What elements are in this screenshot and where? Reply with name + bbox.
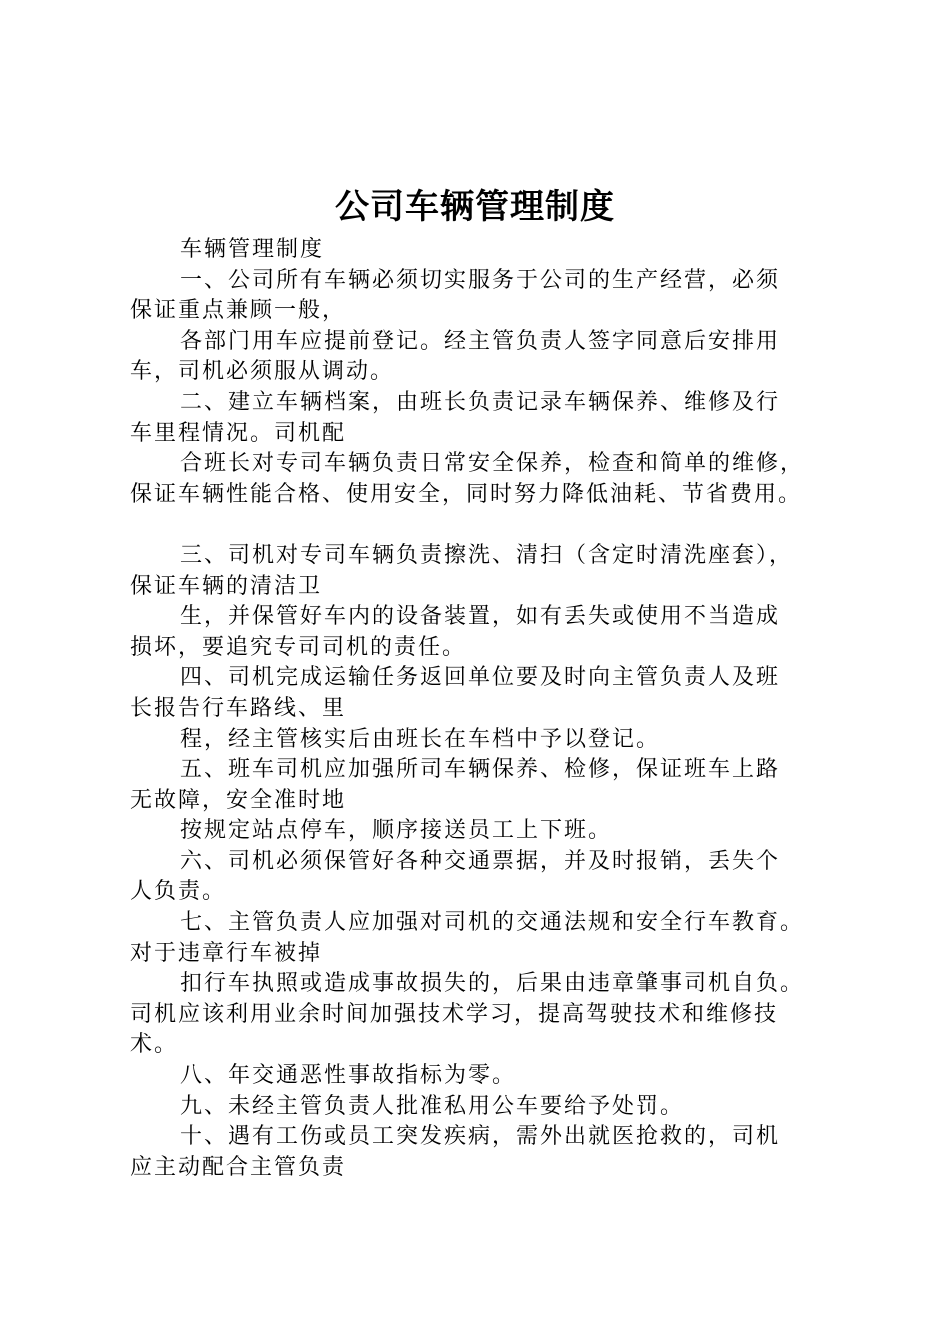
document-title: 公司车辆管理制度 bbox=[335, 187, 615, 227]
document-body bbox=[130, 235, 850, 1183]
body-line: 五、班车司机应加强所司车辆保养、检修，保证班车上路 bbox=[180, 757, 781, 783]
body-line: 无故障，安全准时地 bbox=[130, 787, 347, 813]
body-line: 四、司机完成运输任务返回单位要及时向主管负责人及班 bbox=[180, 665, 781, 691]
body-line: 程，经主管核实后由班长在车档中予以登记。 bbox=[180, 726, 661, 752]
body-line: 长报告行车路线、里 bbox=[130, 695, 347, 721]
body-line: 生，并保管好车内的设备装置，如有丢失或使用不当造成 bbox=[180, 604, 781, 630]
body-line: 术。 bbox=[130, 1032, 179, 1058]
body-line: 保证重点兼顾一般， bbox=[130, 298, 347, 324]
body-line: 十、遇有工伤或员工突发疾病，需外出就医抢救的，司机 bbox=[180, 1124, 781, 1150]
body-line: 七、主管负责人应加强对司机的交通法规和安全行车教育。 bbox=[180, 910, 805, 936]
body-line: 应主动配合主管负责 bbox=[130, 1154, 347, 1180]
body-line: 保证车辆的清洁卫 bbox=[130, 573, 323, 599]
paragraph-gap bbox=[130, 510, 850, 541]
body-line: 六、司机必须保管好各种交通票据，并及时报销，丢失个 bbox=[180, 848, 781, 874]
body-line: 八、年交通恶性事故指标为零。 bbox=[180, 1063, 517, 1089]
body-line: 对于违章行车被掉 bbox=[130, 940, 323, 966]
body-line: 车里程情况。司机配 bbox=[130, 420, 347, 446]
body-line: 各部门用车应提前登记。经主管负责人签字同意后安排用 bbox=[180, 328, 781, 354]
body-line: 三、司机对专司车辆负责擦洗、清扫（含定时清洗座套）， bbox=[180, 542, 794, 568]
body-line: 人负责。 bbox=[130, 879, 227, 905]
body-line: 车辆管理制度 bbox=[180, 237, 325, 262]
body-line: 司机应该利用业余时间加强技术学习，提高驾驶技术和维修技 bbox=[130, 1001, 779, 1027]
body-line: 合班长对专司车辆负责日常安全保养，检查和简单的维修， bbox=[180, 451, 805, 477]
body-line: 车，司机必须服从调动。 bbox=[130, 359, 395, 385]
body-line: 一、公司所有车辆必须切实服务于公司的生产经营，必须 bbox=[180, 267, 781, 293]
body-line: 按规定站点停车，顺序接送员工上下班。 bbox=[180, 818, 613, 844]
body-line: 九、未经主管负责人批准私用公车要给予处罚。 bbox=[180, 1093, 685, 1119]
body-line: 二、建立车辆档案，由班长负责记录车辆保养、维修及行 bbox=[180, 389, 781, 415]
body-line: 扣行车执照或造成事故损失的，后果由违章肇事司机自负。 bbox=[180, 971, 805, 997]
body-line: 损坏，要追究专司司机的责任。 bbox=[130, 634, 467, 660]
body-line: 保证车辆性能合格、使用安全，同时努力降低油耗、节省费用。 bbox=[130, 481, 803, 507]
